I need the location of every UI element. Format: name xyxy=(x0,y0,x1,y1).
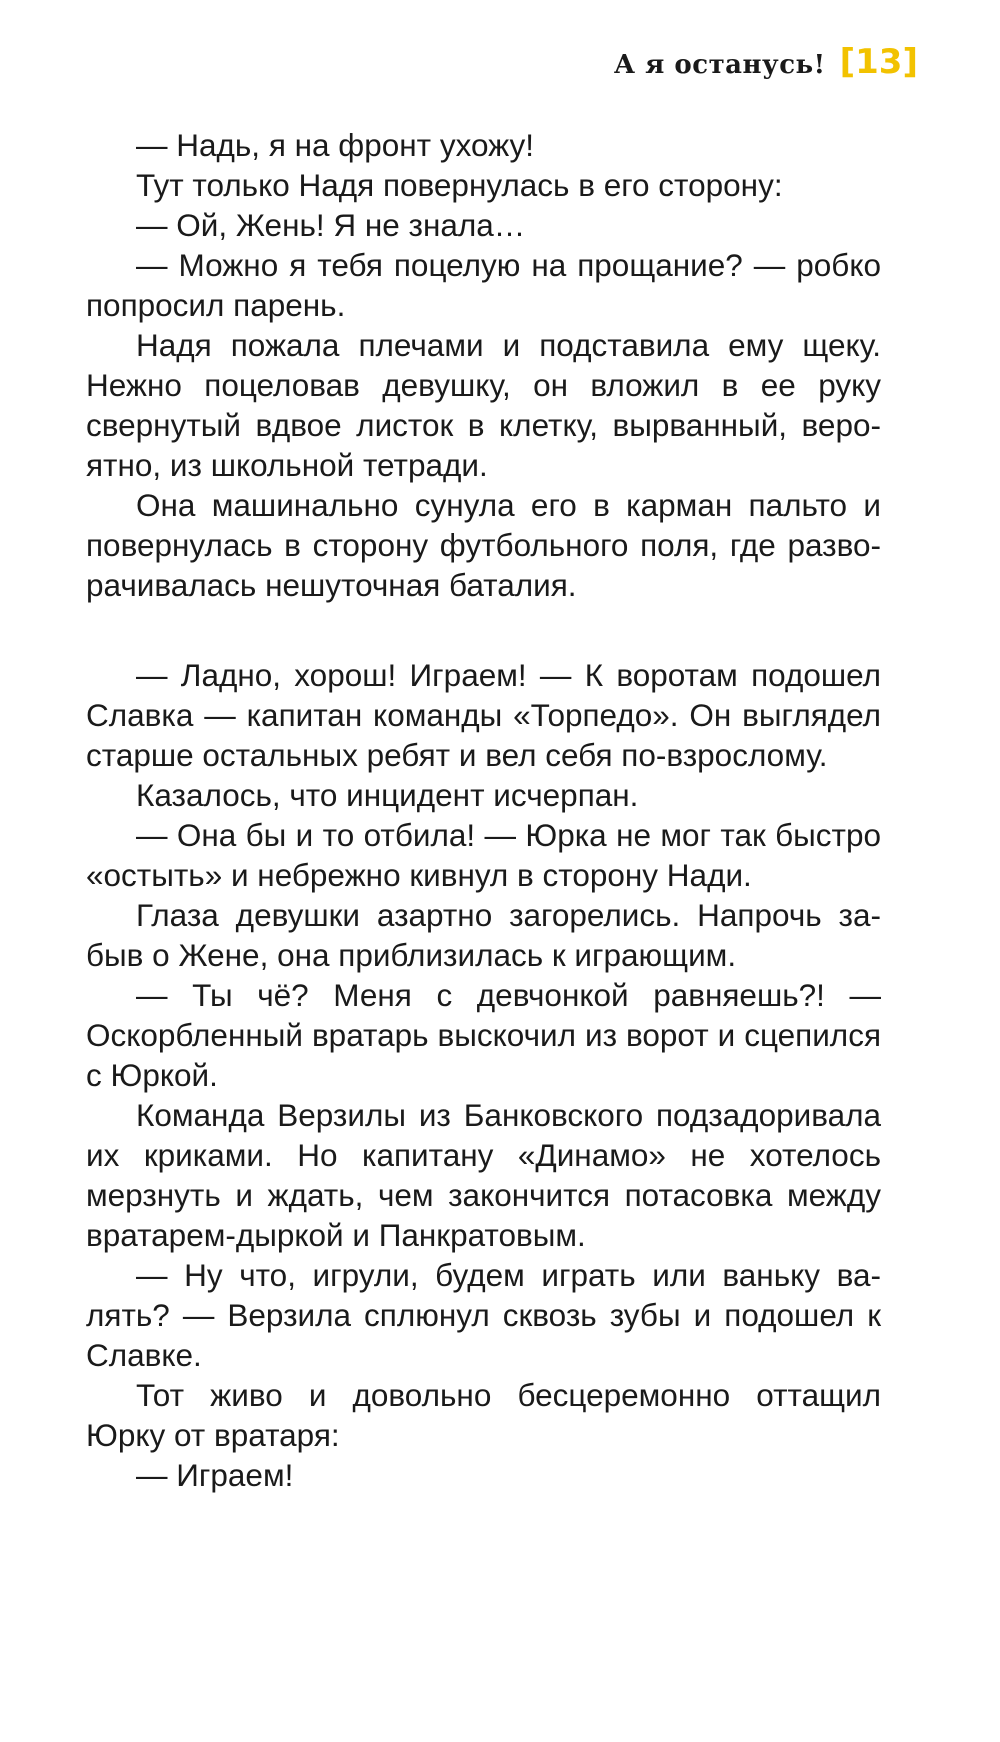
paragraph: — Она бы и то отбила! — Юрка не мог так быстро «остыть» и небрежно кивнул в сторону Нади. xyxy=(86,817,881,893)
paragraph: — Ты чё? Меня с девчонкой равняешь?! — Оскорбленный вратарь выскочил из ворот и сцепился с Юркой. xyxy=(86,977,881,1093)
paragraph: Казалось, что инцидент исчерпан. xyxy=(136,777,639,813)
paragraph: Команда Верзилы из Банковского подзадоривала их криками. Но капитану «Динамо» не хотелось мерзнуть и ждать, чем закончится потасовка между вратарем-дыркой и Панкратовым. xyxy=(86,1097,881,1253)
page-number: [13] xyxy=(839,42,918,82)
running-title: А я останусь! xyxy=(613,50,826,80)
paragraph: Глаза девушки азартно загорелись. Напрочь забыв о Жене, она приблизилась к играющим. xyxy=(86,897,881,973)
paragraph: Она машинально сунула его в карман пальто и повернулась в сторону футбольного поля, где разворачивалась нешуточная баталия. xyxy=(86,487,881,603)
section-break xyxy=(86,605,881,655)
paragraph: — Ну что, игрули, будем играть или ваньку валять? — Верзила сплюнул сквозь зубы и подошел к Славке. xyxy=(86,1257,881,1373)
paragraph: — Играем! xyxy=(136,1457,294,1493)
paragraph: — Ой, Жень! Я не знала… xyxy=(136,207,526,243)
running-header xyxy=(614,42,918,82)
paragraph: — Ладно, хорош! Играем! — К воротам подошел Славка — капитан команды «Торпедо». Он выглядел старше остальных ребят и вел себя по-взрослому. xyxy=(86,657,881,773)
paragraph: Тут только Надя повернулась в его сторону: xyxy=(136,167,783,203)
paragraph: Тот живо и довольно бесцеремонно оттащил Юрку от вратаря: xyxy=(86,1377,881,1453)
paragraph: Надя пожала плечами и подставила ему щеку. Нежно поцеловав девушку, он вложил в ее руку свернутый вдвое листок в клетку, вырванный, вероятно, из школьной тетради. xyxy=(86,327,881,483)
paragraph: — Надь, я на фронт ухожу! xyxy=(136,127,535,163)
paragraph: — Можно я тебя поцелую на прощание? — робко попросил парень. xyxy=(86,247,881,323)
body-text xyxy=(86,125,881,1495)
